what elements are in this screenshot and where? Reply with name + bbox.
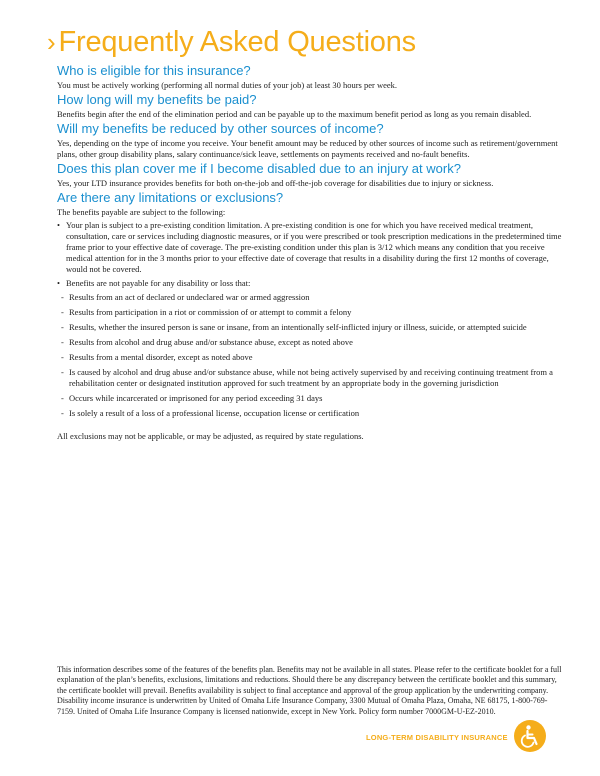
faq-content (57, 63, 563, 451)
exclusion-item: - Is solely a result of a loss of a professional license, occupation license or certification (57, 408, 563, 419)
faq-answer-work-injury: Yes, your LTD insurance provides benefits for both on-the-job and off-the-job coverage for disabilities due to injury or sickness. (57, 178, 494, 188)
faq-answer-eligibility: You must be actively working (performing all normal duties of your job) at least 30 hours per week. (57, 80, 398, 90)
footer-product-label: LONG-TERM DISABILITY INSURANCE (366, 733, 508, 742)
faq-question-work-injury: Does this plan cover me if I become disabled due to an injury at work? (57, 161, 461, 176)
faq-question-eligibility: Who is eligible for this insurance? (57, 63, 251, 78)
chevron-right-icon: › (47, 27, 56, 57)
page-title (47, 26, 416, 59)
not-payable-intro-item: • Benefits are not payable for any disability or loss that: (57, 278, 563, 289)
faq-question-income-reduction: Will my benefits be reduced by other sources of income? (57, 121, 384, 136)
faq-question-benefit-duration: How long will my benefits be paid? (57, 92, 257, 107)
page-title-text: Frequently Asked Questions (58, 26, 416, 58)
exclusion-item: - Results, whether the insured person is sane or insane, from an intentionally self-inflicted injury or illness, suicide, or attempted suicide (57, 322, 563, 333)
legal-disclaimer: This information describes some of the features of the benefits plan. Benefits may not be available in all states. Please refer to the certificate booklet for a full explanation of the plan’s benefits, exclusions, limitations and reductions. Should there be any discrepancy between the certificate booklet and this summary, the certificate booklet will prevail. Benefits availability is subject to final acceptance and approval of the group application by the underwriting company. Disability income insurance is underwritten by United of Omaha Life Insurance Company, 3300 Mutual of Omaha Plaza, Omaha, NE 68175, 1-800-769-7159. United of Omaha Life Insurance Company is licensed nationwide, except in New York. Policy form number 7000GM-U-EZ-2010. (57, 665, 562, 716)
faq-answer-income-reduction: Yes, depending on the type of income you receive. Your benefit amount may be reduced by other sources of income such as retirement/government plans, other group disability plans, salary continuance/sick leave, settlements on payments received and no-fault benefits. (57, 138, 558, 159)
exclusions-list (57, 292, 563, 419)
preexisting-condition-item: • Your plan is subject to a pre-existing condition limitation. A pre-existing condition is one for which you have received medical treatment, consultation, care or services including diagnostic measures, or if you were prescribed or took prescription medications in the predetermined time frame prior to your effective date of coverage. The pre-existing condition under this plan is 3/12 which means any condition that you receive medical attention for in the 3 months prior to your effective date of coverage that results in a disability during the first 12 months of coverage, would not be covered. (57, 220, 563, 275)
exclusion-item: - Is caused by alcohol and drug abuse and/or substance abuse, while not being actively supervised by and receiving continuing treatment from a rehabilitation center or designated institution approved for such treatment by an appropriate body in the governing jurisdiction (57, 367, 563, 389)
faq-answer-benefit-duration: Benefits begin after the end of the elimination period and can be payable up to the maximum benefit period as long as you remain disabled. (57, 109, 532, 119)
limitations-list (57, 220, 563, 289)
exclusion-item: - Occurs while incarcerated or imprisoned for any period exceeding 31 days (57, 393, 563, 404)
faq-answer-limitations: The benefits payable are subject to the following: (57, 207, 226, 217)
exclusions-closing-note: All exclusions may not be applicable, or may be adjusted, as required by state regulations. (57, 431, 364, 441)
exclusion-item: - Results from participation in a riot or commission of or attempt to commit a felony (57, 307, 563, 318)
wheelchair-icon (514, 720, 546, 752)
exclusion-item: - Results from an act of declared or undeclared war or armed aggression (57, 292, 563, 303)
faq-question-limitations: Are there any limitations or exclusions? (57, 190, 284, 205)
exclusion-item: - Results from a mental disorder, except as noted above (57, 352, 563, 363)
exclusion-item: - Results from alcohol and drug abuse and/or substance abuse, except as noted above (57, 337, 563, 348)
